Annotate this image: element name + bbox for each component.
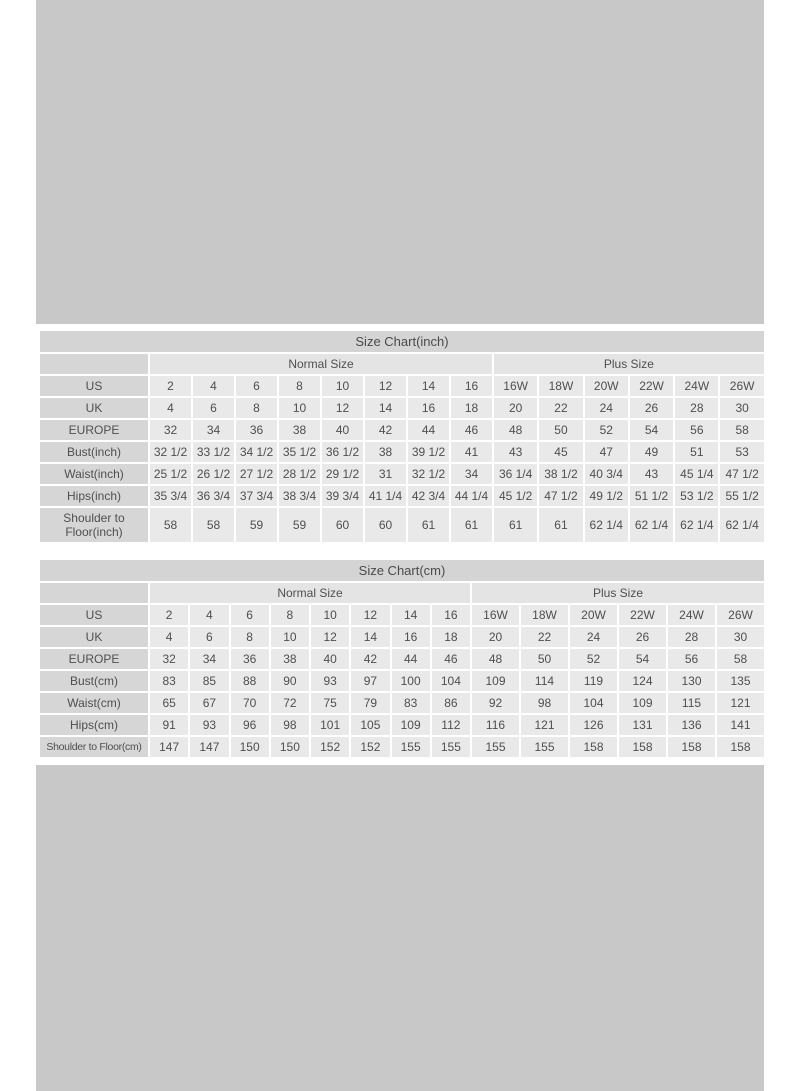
size-value-cell: 36 3/4 xyxy=(193,486,234,506)
size-chart-cm xyxy=(40,560,768,759)
size-value-cell: 109 xyxy=(472,671,519,691)
size-value-cell: 41 xyxy=(451,442,492,462)
size-value-cell: 32 1/2 xyxy=(150,442,191,462)
size-value-cell: 59 xyxy=(279,508,320,542)
size-value-cell: 10 xyxy=(279,398,320,418)
size-value-cell: 2 xyxy=(150,605,188,625)
size-value-cell: 16 xyxy=(451,376,492,396)
size-value-cell: 88 xyxy=(231,671,269,691)
size-chart-cm-table xyxy=(38,581,766,759)
size-value-cell: 18 xyxy=(451,398,492,418)
size-chart-inch-table xyxy=(38,352,766,544)
size-value-cell: 28 xyxy=(668,627,715,647)
size-value-cell: 52 xyxy=(570,649,617,669)
size-value-cell: 42 3/4 xyxy=(408,486,449,506)
size-value-cell: 38 xyxy=(271,649,309,669)
corner-cell xyxy=(40,583,148,603)
row-label: Bust(inch) xyxy=(40,442,148,462)
group-header: Plus Size xyxy=(472,583,764,603)
size-value-cell: 45 1/4 xyxy=(675,464,718,484)
size-value-cell: 35 3/4 xyxy=(150,486,191,506)
size-value-cell: 158 xyxy=(619,737,666,757)
size-value-cell: 92 xyxy=(472,693,519,713)
size-value-cell: 8 xyxy=(231,627,269,647)
size-value-cell: 14 xyxy=(351,627,389,647)
size-value-cell: 48 xyxy=(472,649,519,669)
size-value-cell: 58 xyxy=(717,649,764,669)
size-value-cell: 4 xyxy=(150,398,191,418)
size-value-cell: 24W xyxy=(668,605,715,625)
size-value-cell: 70 xyxy=(231,693,269,713)
size-value-cell: 93 xyxy=(190,715,228,735)
size-value-cell: 16 xyxy=(432,605,470,625)
size-value-cell: 40 xyxy=(311,649,349,669)
size-charts xyxy=(40,331,768,759)
size-value-cell: 45 1/2 xyxy=(494,486,537,506)
size-value-cell: 58 xyxy=(193,508,234,542)
size-value-cell: 158 xyxy=(570,737,617,757)
size-value-cell: 39 1/2 xyxy=(408,442,449,462)
size-value-cell: 4 xyxy=(190,605,228,625)
size-value-cell: 46 xyxy=(451,420,492,440)
size-value-cell: 155 xyxy=(521,737,568,757)
size-value-cell: 44 xyxy=(408,420,449,440)
size-value-cell: 98 xyxy=(521,693,568,713)
size-value-cell: 10 xyxy=(311,605,349,625)
size-value-cell: 6 xyxy=(231,605,269,625)
image-placeholder-bottom xyxy=(36,765,764,1091)
size-value-cell: 46 xyxy=(432,649,470,669)
size-value-cell: 49 1/2 xyxy=(585,486,628,506)
size-chart-inch-title: Size Chart(inch) xyxy=(40,331,764,352)
row-label: Waist(cm) xyxy=(40,693,148,713)
size-value-cell: 93 xyxy=(311,671,349,691)
row-label: EUROPE xyxy=(40,649,148,669)
size-value-cell: 28 1/2 xyxy=(279,464,320,484)
size-value-cell: 158 xyxy=(668,737,715,757)
size-value-cell: 47 1/2 xyxy=(539,486,582,506)
size-value-cell: 97 xyxy=(351,671,389,691)
corner-cell xyxy=(40,354,148,374)
size-value-cell: 34 xyxy=(451,464,492,484)
group-header: Plus Size xyxy=(494,354,764,374)
size-value-cell: 150 xyxy=(231,737,269,757)
size-value-cell: 79 xyxy=(351,693,389,713)
size-value-cell: 136 xyxy=(668,715,715,735)
size-value-cell: 32 1/2 xyxy=(408,464,449,484)
size-value-cell: 62 1/4 xyxy=(720,508,763,542)
size-value-cell: 38 xyxy=(365,442,406,462)
size-value-cell: 58 xyxy=(150,508,191,542)
size-value-cell: 34 1/2 xyxy=(236,442,277,462)
size-value-cell: 98 xyxy=(271,715,309,735)
row-label: UK xyxy=(40,398,148,418)
size-value-cell: 75 xyxy=(311,693,349,713)
size-value-cell: 130 xyxy=(668,671,715,691)
size-value-cell: 44 1/4 xyxy=(451,486,492,506)
size-value-cell: 22W xyxy=(619,605,666,625)
size-value-cell: 101 xyxy=(311,715,349,735)
size-value-cell: 16W xyxy=(494,376,537,396)
row-label: Shoulder to Floor(inch) xyxy=(40,508,148,542)
size-value-cell: 6 xyxy=(236,376,277,396)
size-value-cell: 83 xyxy=(150,671,188,691)
size-value-cell: 147 xyxy=(190,737,228,757)
size-value-cell: 30 xyxy=(717,627,764,647)
size-value-cell: 36 xyxy=(231,649,269,669)
size-value-cell: 50 xyxy=(539,420,582,440)
size-value-cell: 51 xyxy=(675,442,718,462)
size-value-cell: 2 xyxy=(150,376,191,396)
size-value-cell: 10 xyxy=(322,376,363,396)
row-label: US xyxy=(40,376,148,396)
size-value-cell: 65 xyxy=(150,693,188,713)
size-value-cell: 112 xyxy=(432,715,470,735)
size-value-cell: 43 xyxy=(494,442,537,462)
size-value-cell: 26 xyxy=(630,398,673,418)
size-value-cell: 32 xyxy=(150,420,191,440)
size-value-cell: 12 xyxy=(322,398,363,418)
size-value-cell: 56 xyxy=(675,420,718,440)
size-value-cell: 12 xyxy=(311,627,349,647)
size-value-cell: 49 xyxy=(630,442,673,462)
size-value-cell: 60 xyxy=(322,508,363,542)
size-value-cell: 25 1/2 xyxy=(150,464,191,484)
size-value-cell: 155 xyxy=(392,737,430,757)
size-value-cell: 105 xyxy=(351,715,389,735)
size-value-cell: 8 xyxy=(271,605,309,625)
size-value-cell: 26W xyxy=(717,605,764,625)
size-value-cell: 126 xyxy=(570,715,617,735)
size-value-cell: 36 xyxy=(236,420,277,440)
size-chart-inch xyxy=(40,331,768,544)
size-value-cell: 33 1/2 xyxy=(193,442,234,462)
size-value-cell: 16W xyxy=(472,605,519,625)
size-value-cell: 86 xyxy=(432,693,470,713)
size-value-cell: 32 xyxy=(150,649,188,669)
size-value-cell: 26 xyxy=(619,627,666,647)
size-value-cell: 121 xyxy=(521,715,568,735)
size-value-cell: 14 xyxy=(408,376,449,396)
size-value-cell: 152 xyxy=(311,737,349,757)
row-label: EUROPE xyxy=(40,420,148,440)
size-value-cell: 91 xyxy=(150,715,188,735)
size-value-cell: 155 xyxy=(432,737,470,757)
size-value-cell: 114 xyxy=(521,671,568,691)
size-value-cell: 61 xyxy=(451,508,492,542)
size-value-cell: 147 xyxy=(150,737,188,757)
size-value-cell: 56 xyxy=(668,649,715,669)
size-value-cell: 40 3/4 xyxy=(585,464,628,484)
size-value-cell: 38 xyxy=(279,420,320,440)
size-value-cell: 35 1/2 xyxy=(279,442,320,462)
size-value-cell: 61 xyxy=(494,508,537,542)
size-value-cell: 48 xyxy=(494,420,537,440)
row-label: Bust(cm) xyxy=(40,671,148,691)
size-value-cell: 51 1/2 xyxy=(630,486,673,506)
size-value-cell: 62 1/4 xyxy=(630,508,673,542)
size-value-cell: 4 xyxy=(193,376,234,396)
size-value-cell: 10 xyxy=(271,627,309,647)
size-value-cell: 53 1/2 xyxy=(675,486,718,506)
size-value-cell: 109 xyxy=(619,693,666,713)
size-value-cell: 8 xyxy=(279,376,320,396)
size-value-cell: 62 1/4 xyxy=(585,508,628,542)
size-value-cell: 20 xyxy=(472,627,519,647)
size-value-cell: 90 xyxy=(271,671,309,691)
size-value-cell: 55 1/2 xyxy=(720,486,763,506)
size-value-cell: 6 xyxy=(190,627,228,647)
size-value-cell: 30 xyxy=(720,398,763,418)
image-placeholder-top xyxy=(36,0,764,324)
size-value-cell: 39 3/4 xyxy=(322,486,363,506)
size-value-cell: 34 xyxy=(190,649,228,669)
size-value-cell: 85 xyxy=(190,671,228,691)
size-value-cell: 155 xyxy=(472,737,519,757)
row-label: UK xyxy=(40,627,148,647)
size-value-cell: 37 3/4 xyxy=(236,486,277,506)
size-value-cell: 18W xyxy=(521,605,568,625)
size-value-cell: 4 xyxy=(150,627,188,647)
size-value-cell: 18 xyxy=(432,627,470,647)
size-value-cell: 38 1/2 xyxy=(539,464,582,484)
size-value-cell: 6 xyxy=(193,398,234,418)
size-value-cell: 29 1/2 xyxy=(322,464,363,484)
size-value-cell: 24W xyxy=(675,376,718,396)
size-value-cell: 26W xyxy=(720,376,763,396)
size-value-cell: 62 1/4 xyxy=(675,508,718,542)
size-value-cell: 44 xyxy=(392,649,430,669)
size-value-cell: 43 xyxy=(630,464,673,484)
size-value-cell: 24 xyxy=(570,627,617,647)
size-value-cell: 67 xyxy=(190,693,228,713)
size-value-cell: 121 xyxy=(717,693,764,713)
size-value-cell: 42 xyxy=(365,420,406,440)
group-header: Normal Size xyxy=(150,354,492,374)
size-value-cell: 36 1/4 xyxy=(494,464,537,484)
size-value-cell: 12 xyxy=(351,605,389,625)
size-value-cell: 158 xyxy=(717,737,764,757)
size-value-cell: 104 xyxy=(432,671,470,691)
size-value-cell: 109 xyxy=(392,715,430,735)
size-value-cell: 41 1/4 xyxy=(365,486,406,506)
size-value-cell: 119 xyxy=(570,671,617,691)
size-value-cell: 96 xyxy=(231,715,269,735)
size-value-cell: 20 xyxy=(494,398,537,418)
size-value-cell: 100 xyxy=(392,671,430,691)
size-value-cell: 22 xyxy=(539,398,582,418)
size-value-cell: 14 xyxy=(365,398,406,418)
size-value-cell: 83 xyxy=(392,693,430,713)
size-value-cell: 104 xyxy=(570,693,617,713)
size-value-cell: 42 xyxy=(351,649,389,669)
size-value-cell: 47 1/2 xyxy=(720,464,763,484)
size-value-cell: 22W xyxy=(630,376,673,396)
size-value-cell: 59 xyxy=(236,508,277,542)
size-value-cell: 18W xyxy=(539,376,582,396)
size-value-cell: 28 xyxy=(675,398,718,418)
size-value-cell: 61 xyxy=(408,508,449,542)
row-label: Waist(inch) xyxy=(40,464,148,484)
row-label: US xyxy=(40,605,148,625)
size-chart-cm-title: Size Chart(cm) xyxy=(40,560,764,581)
size-value-cell: 135 xyxy=(717,671,764,691)
size-value-cell: 52 xyxy=(585,420,628,440)
size-value-cell: 58 xyxy=(720,420,763,440)
group-header: Normal Size xyxy=(150,583,470,603)
size-value-cell: 24 xyxy=(585,398,628,418)
size-value-cell: 20W xyxy=(585,376,628,396)
size-value-cell: 20W xyxy=(570,605,617,625)
size-value-cell: 116 xyxy=(472,715,519,735)
size-value-cell: 8 xyxy=(236,398,277,418)
size-value-cell: 40 xyxy=(322,420,363,440)
size-value-cell: 45 xyxy=(539,442,582,462)
size-value-cell: 124 xyxy=(619,671,666,691)
size-value-cell: 72 xyxy=(271,693,309,713)
size-value-cell: 61 xyxy=(539,508,582,542)
size-value-cell: 16 xyxy=(408,398,449,418)
size-value-cell: 152 xyxy=(351,737,389,757)
size-value-cell: 53 xyxy=(720,442,763,462)
size-value-cell: 31 xyxy=(365,464,406,484)
size-value-cell: 34 xyxy=(193,420,234,440)
size-value-cell: 36 1/2 xyxy=(322,442,363,462)
size-value-cell: 60 xyxy=(365,508,406,542)
size-value-cell: 54 xyxy=(619,649,666,669)
row-label: Shoulder to Floor(cm) xyxy=(40,737,148,757)
size-value-cell: 50 xyxy=(521,649,568,669)
row-label: Hips(inch) xyxy=(40,486,148,506)
size-value-cell: 141 xyxy=(717,715,764,735)
size-value-cell: 14 xyxy=(392,605,430,625)
size-value-cell: 54 xyxy=(630,420,673,440)
size-value-cell: 16 xyxy=(392,627,430,647)
size-value-cell: 27 1/2 xyxy=(236,464,277,484)
size-value-cell: 131 xyxy=(619,715,666,735)
size-value-cell: 38 3/4 xyxy=(279,486,320,506)
size-value-cell: 150 xyxy=(271,737,309,757)
row-label: Hips(cm) xyxy=(40,715,148,735)
size-value-cell: 12 xyxy=(365,376,406,396)
size-value-cell: 22 xyxy=(521,627,568,647)
size-value-cell: 115 xyxy=(668,693,715,713)
size-value-cell: 47 xyxy=(585,442,628,462)
size-value-cell: 26 1/2 xyxy=(193,464,234,484)
